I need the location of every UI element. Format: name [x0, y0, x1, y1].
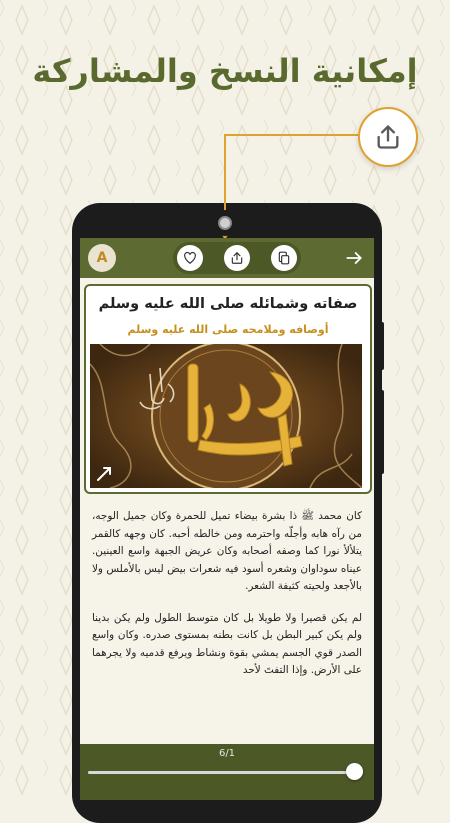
phone-camera [212, 210, 238, 236]
action-pill [173, 242, 301, 274]
logo-glyph: A [96, 250, 108, 266]
share-icon [230, 251, 244, 265]
article-body [92, 508, 362, 694]
promo-title: إمكانية النسخ والمشاركة [32, 52, 418, 90]
share-icon [374, 123, 402, 151]
heart-icon [183, 251, 197, 265]
calligraphy-illustration [90, 344, 362, 488]
app-logo[interactable] [88, 244, 116, 272]
page-indicator: 6/1 [218, 748, 236, 759]
copy-icon [277, 251, 291, 265]
page-slider-thumb[interactable] [346, 763, 363, 780]
share-button[interactable] [224, 245, 250, 271]
page-slider-fill [88, 771, 358, 774]
page-slider-track[interactable] [88, 771, 358, 774]
top-toolbar [80, 238, 374, 278]
share-callout [358, 107, 418, 167]
bottom-pager-bar [80, 744, 374, 800]
card-subtitle: أوصافه وملامحه صلى الله عليه وسلم [127, 323, 329, 336]
copy-button[interactable] [271, 245, 297, 271]
article-paragraph: كان محمد ﷺ ذا بشرة بيضاء تميل للحمرة وكان جميل الوجه، من رآه هابه وأجلّه واحترمه ومن خالطه أحبه. كان وجهه كالقمر يتلألأ نورا كما وصفه أصحابه وكان عريض الجبهة واسع العينين. عيناه سوداوان وشعره أسود فيه شعرات بيض ليس بالأملس ولا بالأجعد ولحيته كثيفة الشعر. [92, 510, 362, 592]
card-title: صفاته وشمائله صلى الله عليه وسلم [98, 296, 358, 312]
topic-card [84, 284, 372, 494]
calligraphy-image[interactable] [90, 344, 362, 488]
arrow-right-icon[interactable] [344, 248, 364, 268]
favorite-button[interactable] [177, 245, 203, 271]
article-paragraph: لم يكن قصيرا ولا طويلا بل كان متوسط الطول ولم يكن بدينا ولم يكن كبير البطن بل كانت بطنه بمستوى صدره. وكان واسع الصدر قوي الجسم يمشي بقوة ونشاط ويرفع قدميه ولا يجرهما على الأرض. وإذا التفتَ لأحد [92, 611, 362, 676]
app-screen [80, 238, 374, 800]
